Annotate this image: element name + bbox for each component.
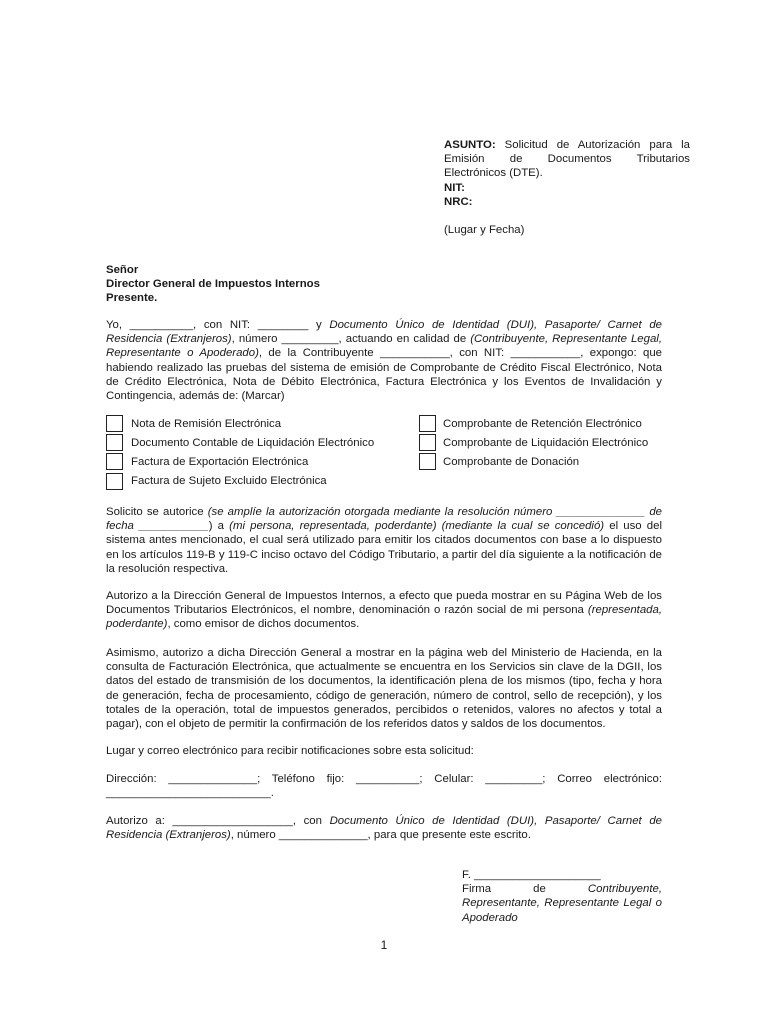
intro-paragraph <box>106 318 662 403</box>
recipient-title: Director General de Impuestos Internos <box>106 278 320 291</box>
request-italic-1: (se amplíe la autorización otorgada mediante la resolución número ______________ de fecha ___________ <box>106 506 662 533</box>
subject-text-1: Solicitud de Autorización para la <box>504 139 690 151</box>
presente: Presente. <box>106 292 158 305</box>
notification-instruction: Lugar y correo electrónico para recibir notificaciones sobre esta solicitud: <box>106 745 474 757</box>
intro-text-2: , número _________, actuando en calidad de <box>231 333 471 346</box>
authorize-person-paragraph <box>106 814 662 842</box>
web-auth-text-1: Autorizo a la Dirección General de Impuestos Internos, a efecto que pueda mostrar en su Página Web de los Documentos Tributarios Electrónicos, el nombre, denominación o razón social de mi persona <box>106 590 662 617</box>
checkbox-label: Documento Contable de Liquidación Electrónico <box>131 437 375 449</box>
checkbox-label: Comprobante de Retención Electrónico <box>443 418 642 430</box>
signature-caption <box>462 882 662 925</box>
signature-italic: Contribuyente, Representante, Representante Legal o Apoderado <box>462 883 662 924</box>
request-text-1: Solicito se autorice <box>106 506 208 518</box>
checkbox-nota-remision[interactable] <box>106 415 123 432</box>
checkbox-label: Factura de Sujeto Excluido Electrónica <box>131 475 327 487</box>
subject-line-3: Electrónicos (DTE). <box>444 167 543 180</box>
page-number: 1 <box>380 938 388 952</box>
subject-line-2: Emisión de Documentos Tributarios <box>444 153 690 166</box>
web-auth-text-2: , como emisor de dichos documentos. <box>167 618 360 631</box>
checkbox-comprobante-liquidacion[interactable] <box>419 434 436 451</box>
subject-label: ASUNTO: <box>444 139 496 151</box>
checkbox-label: Comprobante de Donación <box>443 456 580 468</box>
request-italic-2: (mi persona, representada, poderdante) (mediante la cual se concedió) <box>229 520 605 533</box>
checkbox-comprobante-donacion[interactable] <box>419 453 436 470</box>
request-text-2: ) a <box>208 520 230 533</box>
signature-text: Firma de <box>462 883 588 896</box>
checkbox-documento-contable[interactable] <box>106 434 123 451</box>
intro-italic-2: (Contribuyente, Representante Legal, Representante o Apoderado) <box>106 333 662 360</box>
checkbox-factura-exportacion[interactable] <box>106 453 123 470</box>
address-line-2: __________________________. <box>106 787 274 799</box>
signature-block <box>462 868 662 925</box>
checkbox-label: Factura de Exportación Electrónica <box>131 456 309 468</box>
authorize-text-2: , número ______________, para que presente este escrito. <box>230 829 531 842</box>
address-line-1: Dirección: ______________; Teléfono fijo: __________; Celular: _________; Correo electrónico: <box>106 773 662 785</box>
place-date: (Lugar y Fecha) <box>444 224 525 237</box>
subject-block <box>444 138 690 237</box>
subject-line-1 <box>444 138 690 152</box>
authorize-italic: Documento Único de Identidad (DUI), Pasaporte/ Carnet de Residencia (Extranjeros) <box>106 815 662 842</box>
salutation: Señor <box>106 264 139 276</box>
nit-label: NIT: <box>444 181 465 194</box>
web-authorization-paragraph <box>106 589 662 632</box>
intro-text-1: Yo, __________, con NIT: ________ y <box>106 319 330 331</box>
web-auth-italic: (representada, poderdante) <box>106 604 662 631</box>
authorize-text-1: Autorizo a: ___________________, con <box>106 815 330 827</box>
request-text-3: el uso del sistema antes mencionado, el cual será utilizado para emitir los citados documentos con base a lo dispuesto en los artículos 119-B y 119-C inciso octavo del Código Tributario, a partir del día siguiente a la notificación de la resolución respectiva. <box>106 520 662 575</box>
intro-italic-1: Documento Único de Identidad (DUI), Pasaporte/ Carnet de Residencia (Extranjeros) <box>106 319 662 346</box>
signature-line: F. ____________________ <box>462 869 601 881</box>
asimismo-paragraph: Asimismo, autorizo a dicha Dirección General a mostrar en la página web del Ministerio de Hacienda, en la consulta de Facturación Electrónica, que actualmente se encuentra en los Servicios sin clave de la DGII, los datos del estado de transmisión de los documentos, la identificación plena de los mismos (tipo, fecha y hora de generación, fecha de procesamiento, código de generación, número de control, sello de recepción), y los totales de la operación, total de impuestos generados, percibidos o retenidos, valores no afectos y total a pagar), con el objeto de permitir la confirmación de los referidos datos y saldos de los documentos. <box>106 647 662 731</box>
checkbox-label: Comprobante de Liquidación Electrónico <box>443 437 649 449</box>
checkbox-label: Nota de Remisión Electrónica <box>131 418 282 430</box>
nrc-label: NRC: <box>444 195 473 208</box>
checkbox-factura-sujeto-excluido[interactable] <box>106 473 123 490</box>
recipient-block <box>106 263 406 306</box>
checkbox-comprobante-retencion[interactable] <box>419 415 436 432</box>
request-paragraph <box>106 505 662 576</box>
intro-text-3: , de la Contribuyente ___________, con NIT: ___________, expongo: que habiendo realizado las pruebas del sistema de emisión de Comprobante de Crédito Fiscal Electrónico, Nota de Crédito Electrónica, Nota de Débito Electrónica, Factura Electrónica y los Eventos de Invalidación y Contingencia, además de: (Marcar) <box>106 347 662 403</box>
